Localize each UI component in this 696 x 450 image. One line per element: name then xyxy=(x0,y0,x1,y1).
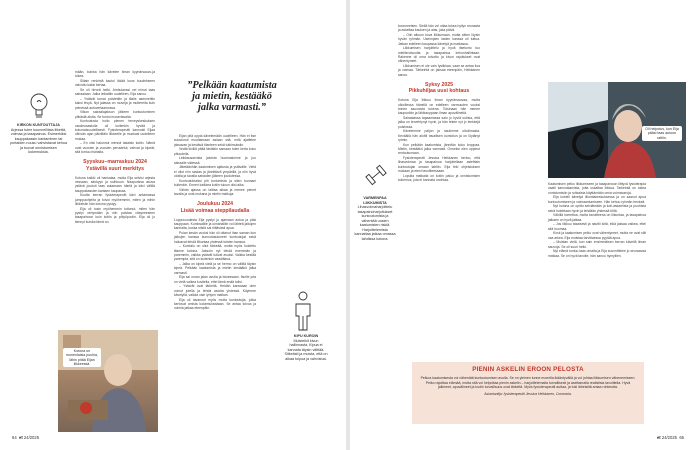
paragraph: – En olisi halunnut mennä takaisin kotiin. Nämä ovat vuosien ja vuosien perustelut, vahvat ja kipeät, sitä tuntuu ihanalta. xyxy=(75,141,155,154)
paragraph: Se oli hirveä hetki. Ambulanssi vei minut taas sairaalaan. Jalka leikattiin uudelleen, Eija sanoo. xyxy=(75,87,155,97)
paragraph: koonneetsen. Siellä hän voi ottaa tukea hyllyn reunasta ja askeltaa kauluen ja alas, joka päivä. xyxy=(398,24,480,33)
paragraph: Loppuvuodesta Eija pystyi jo ajamaan autoa ja päsi kauppaan. Kuntosalille ja uimahalliin voi lähteä jalkojen kannalta, koska niistä sai riittävästi apua. xyxy=(174,217,256,231)
paragraph: Eijan pitä oppia kävelemään uudelleen. Hän ei itse suostunut muuttamaan asiaan sitä, mitä ajattelee jaksavan ja kestävä tilanteen sekä tutkimuksiin. xyxy=(174,134,256,147)
paragraph: Kivut ja kaatumisen pelko ovat vähentyneet, mutta ne ovat silti osa arkea. Eija muistaa tarvittaessa pyytää apua. xyxy=(548,231,646,240)
paragraph: Kävelemme paljon ja nautimme ulkoilmasta. Keväällä hän aloitti tavallisen kuntoilun ja on löytänyt rytmin. xyxy=(398,129,480,143)
paragraph: – Jos liikkuu tasaisesti ja nauttii siitä, eikä jaksaa vaikea, ettei sitä huomaa. xyxy=(548,222,646,231)
paragraph: Pulan kesän vuoksi hän oli ottanut ihan saman kun jalkojen kanssa kunnostautuneet kuntoutujat sekä haluavat tehdä liikuntaa yhdessä toisten kanssa. xyxy=(174,231,256,244)
paragraph: Leikkausarvista jaloista huomasimme ja juo sairaalle viidessä. xyxy=(174,156,256,165)
paragraph: – Ystävät tomat poistettiin ja tilalle asennettiin kaksi levyä. Nyt jalassa on ruuveja ja muttereita kuin pienessä autovertaamossa. xyxy=(75,96,155,110)
left-column-1 xyxy=(75,70,155,224)
photo-car xyxy=(548,82,686,178)
dumbbell-icon xyxy=(364,160,388,190)
folio-left xyxy=(12,435,39,440)
paragraph: Kuntoutusta hoito pienen terveyskeskuksen vaodeosastolla oli kuitenkin hyvää ja kokonaisuudellisesti. Fysioterapeutti kannusti Eijaa vähvän ajan päivittäin liikkeelle ja muokasi uudelleen mukaa. xyxy=(75,119,155,141)
paragraph: Eija kokeili kävelyä liikuntakeskuksessa ja on saanut apua kuntoutumiseen ja voimaantumiseen. Hän kehuu ryhmän henkeä. xyxy=(548,195,646,204)
sidebar-bottom xyxy=(284,334,328,361)
sidebar-right xyxy=(354,196,396,241)
paragraph: – Kuntoilu on ollut tärkeää, mutta myös hoidettu tilanne kotona. Jaksoin nyt tehdä enemmän ja paremmin, vaikka ystävät tulivat avuksi. Vaikka kestää parempia, sitä on kuitenkin vaadittava. xyxy=(174,244,256,262)
sidebar-bottom-text: Muistelkit kivun hallinnasta. Kipua ei kannata täysin välttää. Sitkeästi ja muista, että on aikaa toipua ja vahvistua. xyxy=(284,338,328,361)
info-box-text: Pelkoa kaatumisesta voi vähentää kuntoutumisen avulla. Se on yleinen tunne monella ikääntyvällä ja voi johtaa liikkumisen vähenemiseen. Pelko rajoittaa elämää, mutta sitä voi helpottaa pienin askelin – harjoittelemalla turvallisesti ja asettamalla realistisia tavoitteita. Hyvä jalkineet, apuvälineet ja kodin turvallisuus ovat tärkeitä. Myös fysioterapeutti auttaa, ja tuki läheisiltä antaa rohkeutta. xyxy=(420,376,636,390)
paragraph: Eija oli tosin myöhemmin tottunut, miten hän pystyi venymään ja niin poistaa väsyneeseen tasapainoon kuin kotiin ja pötyöpuolin. Eija oli jo tiennyt kuinka tämä on. xyxy=(75,206,155,224)
section-heading: Syyskuu–marraskuu 2024 Ystävillä suuri merkitys xyxy=(83,159,147,172)
sidebar-bottom-title: KIPU KUROIN xyxy=(293,334,319,338)
issue-number: 24/2025 xyxy=(23,435,40,440)
paragraph: Kotona Eija liikkuu ilman kyynärsauvaa, mutta ulkoillessa hänellä on edelleen varmuuden vuoksi toinen sauvoista tukena. Toisinaan hän menee kaupunkiin ja lähikauppaan ilman apuvälineitä. xyxy=(398,98,480,116)
paragraph: Kotona kaikki oli hankalaa, muttа Eija selvisi arjesta vessaan, sänkyyn ja suihkuun. Naapurissa asuva ystävä jouduti taas autamaan häntä ja kävi välillä kauppakassien kantaen kaupassa. xyxy=(75,175,155,193)
sidebar-right-title: VARMENPAA LIIKKUMISTA xyxy=(363,196,387,205)
paragraph: – Jalka on kipeä vielä ja se hermo on välillä täysin kipeä. Pelkään kaatumista ja mietin kestääkö jalka varmasti. xyxy=(174,262,256,275)
paragraph: Lopulta matkalla on kotiin paluu ja onnistumisen kokemus, jota ei kannata unohtaa. xyxy=(398,173,480,183)
sidebar-top xyxy=(10,123,67,155)
right-column-2 xyxy=(548,182,646,258)
paragraph: Siltain renkintä kautui ikkää kova kuudekseen valvottu kaksi kertaa. xyxy=(75,78,155,88)
person-icon xyxy=(292,290,314,332)
paragraph: – Olin alkuun kova liikkumaan, mutta sitten löysin hyvän ryhmän. Useimpien lasten kanssa oli tuttua. Jatkan edelleen kaupassa kävelyä ja matkassa. xyxy=(398,32,480,46)
issue-number: 24/2025 xyxy=(661,435,677,440)
lightbulb-icon xyxy=(27,90,51,122)
sidebar-right-text: Lihasvoimaharjoittelu tasapainoharjoitukset kuntoutumista ja vähentää uusien kaatumisten riskiä. Harjoittelemista kannattaa jatkaa omassa tahdissa kotona. xyxy=(354,205,396,241)
pull-quote: ”Pelkään kaatumista ja mietin, kestääkö jalka varmasti.” xyxy=(187,80,277,114)
paragraph: – Muistan vielä, kun sain ensimmäisen kerran kävellä ilman sauvoja. Se oli suuri hetki. xyxy=(548,240,646,249)
paragraph: Fysioterapeutti Jessica Heikkanen kertoo, että lihasvoimaa ja tasapainoa harjoitellaan asteittain kuntoutujan omaan tahtiin. Eija teki ohjeistuksen mukaan ja eteni tavoitteessaan. xyxy=(398,156,480,174)
right-page xyxy=(350,0,696,450)
paragraph: Jätetäänhän kaatumisen ajatusta ja ystävälle. Vielä ei ollut niin raskas ja jännittävä ympärillä, ja niin hyvä olotila ja tavalla sairaiden jälkeen joudutessa. xyxy=(174,165,256,178)
folio-right xyxy=(657,435,684,440)
page-number: 65 xyxy=(679,435,684,440)
section-heading: Joulukuu 2024 Lisää voimaa steppilaudalla xyxy=(180,201,250,214)
paragraph: Liikkumisen ei ole vain fysiikkaa, vaan se antaa iloa ja voimaa. Tärkeintä on jaksaa eteenpäin, Heikkanen sanoo. xyxy=(398,63,480,77)
paragraph: Kaatumisen pelko liikkumiseen ja tasapainoon liittyvä fysioterapia vaatii kannustamista, jotta uskaltaa liikkua. Tarkeintä on tukea onnistumisiin ja rohkaista käyttämään omia voimavaroja. xyxy=(548,182,646,195)
paragraph: Kuutta kerran fysioterapeutti kävi antamassa jumppaohjeita ja toivoi myöhemmin, miten ja mihin liikkeisiin hän kotona pystyy. xyxy=(75,193,155,207)
page-number: 64 xyxy=(12,435,17,440)
paragraph: Kun pelkään kaatumista, jännitän koko kroppaa. Mietin, kestääkö jalka varmasti. Onneksi olen oppinut rentoutumaan. xyxy=(398,142,480,156)
right-column-1 xyxy=(398,24,480,183)
paragraph: – Ystävät ovat tärkeitä. Heidän kanssaan olen voinut jutella ja tehdä asioita yhdessä. Käymme kävelyllä, vaikka vain lyhyen matkan. xyxy=(174,284,256,298)
info-box-credit: Asiantuntija: fysioterapeutti Jessica Heikkanen, Coronaria. xyxy=(484,391,572,396)
paragraph: mään, kuinka hän käveleе ilman kyynärsauvo-ja tukea. xyxy=(75,70,155,79)
paragraph: Eija sai oman jalan avulla ja istuessaan. Itselle jota on vielä vaikea kuvitella, ettei tämä enää tulisi. xyxy=(174,275,256,284)
paragraph: Nyt elämä tuntuu taas omalta ja Eija suunnittelee jo seuraavaa matkaa. Se on hyvä tavoite, hän sanoo hymyillen. xyxy=(548,249,646,258)
info-box xyxy=(412,362,644,424)
magazine-brand: et xyxy=(656,435,661,440)
paragraph: Nyt kotona on opittu selviämään ja koti-askareista ja puuhista sekä hoidetaan hyvin ja tehdään yhdessä töitä. xyxy=(548,204,646,213)
sidebar-top-text: Arjessa tulee kuunnelliista liikettä, voimaa ja tasapainoa. Esimerkiksi kauppakassin kantaminen tai portaiden nousu vahvistavat kehoa ja tuovat onnistumisen kokemuksia. xyxy=(10,127,67,154)
info-box-title: PIENIN ASKELIN EROON PELOSTA xyxy=(472,366,584,373)
paragraph: Kuntoutukseksi piti tuntumista ja siten tuomani kuitenkin. Ennen kaikkea kotiin tuloon olisi aika. xyxy=(174,178,256,187)
section-heading: Syksy 2025 Pikkuhiljaa uusi kohtaus xyxy=(408,82,470,95)
paragraph: Vähillä harrettua, mutta tavoitteena on liikuntaa, ja tasapainoa jatkaen on hyvä jatkaa. xyxy=(548,213,646,222)
paragraph: Eija oli tavannut myös muita kuntoutujia, jotka kertovat omista kokemuksistaan. Se antaa toivoa ja voimia jatkaa eteenpäin. xyxy=(174,297,256,311)
left-column-2 xyxy=(174,134,256,311)
paragraph: Liikkumisen harjoittelu ja hyvä itsetunto tuo mieliteroisuutta ja tasapainoa kehonhallintaan. Rakenne oli oma toivottu ja kivun rajoitukset ovat vähentyneet. xyxy=(398,46,480,64)
photo-caption-right: Oli helpotus, kun Eija pääsi taas autoon rattiin. xyxy=(642,126,682,141)
paragraph: Viikon sairaalajakson jälkeen kuntoutuminen pitkästä aloita. Se tuntui musertavalta. xyxy=(75,110,155,119)
photo-kitchen xyxy=(58,330,158,432)
left-page xyxy=(0,0,346,450)
photo-caption-left: Kotona on monenlaisia puuhia, lähin pitää Eijan liikkeessä. xyxy=(63,348,101,367)
paragraph: Vähän ajassa on laittaa aikaa ja menee pienet tavalla ja ovat mukana ja mietin matkoja. xyxy=(174,187,256,196)
paragraph: Vedät kivillä pitää tästäkin samaan tulee kerta koko pituudella. xyxy=(174,147,256,156)
sidebar-top-title: KIRKON KUNTOUTTAJA xyxy=(17,123,60,127)
magazine-brand: et xyxy=(19,435,23,440)
paragraph: Sairaalassa tapaamassa sain jo hyviä uutisia, että jalka on tervehtynyt hyvin, ja hän tekee nyt jo lenkkejä puistossa. xyxy=(398,116,480,129)
